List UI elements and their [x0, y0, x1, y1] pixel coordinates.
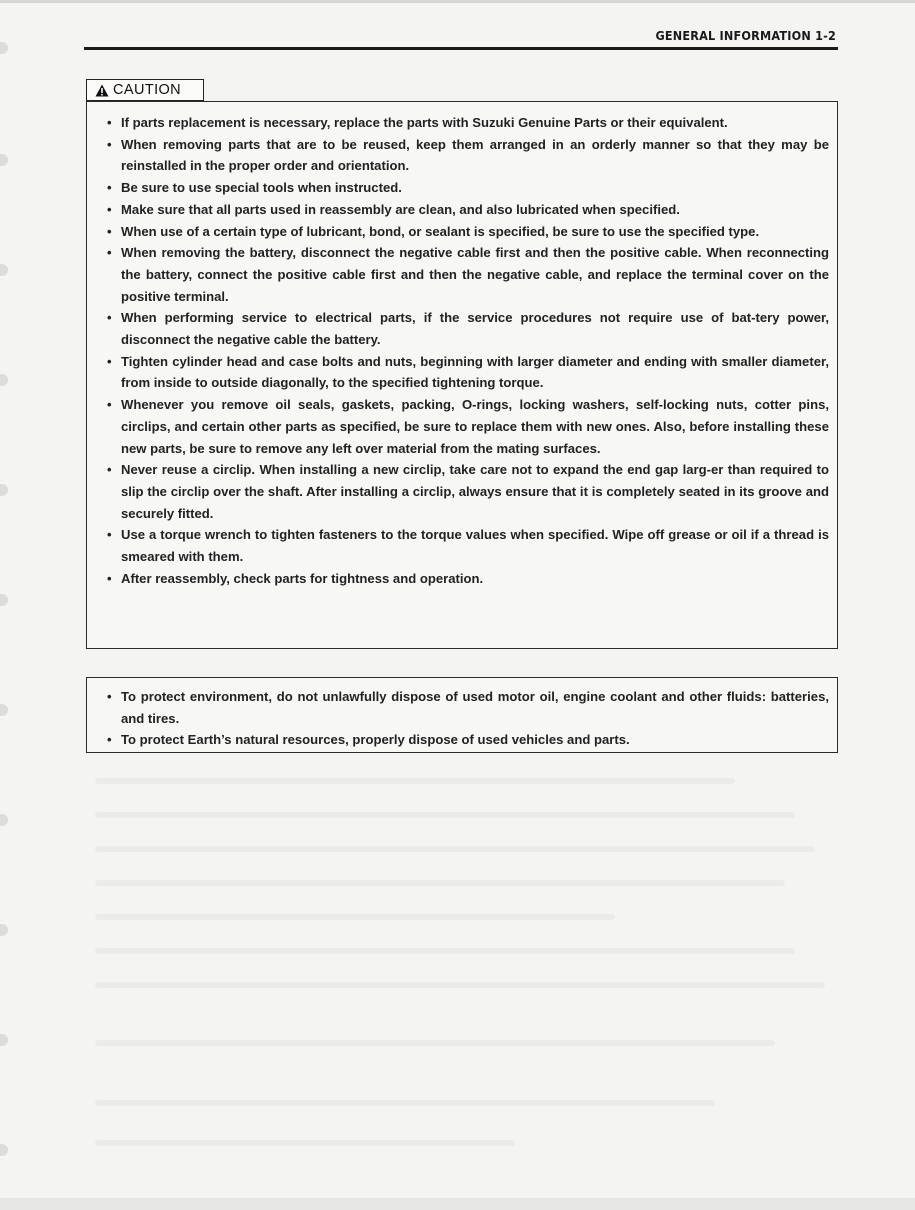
bleed-through-line [95, 846, 815, 852]
header-rule [84, 47, 838, 50]
binder-hole [0, 1034, 8, 1046]
list-item: • To protect environment, do not unlawfully dispose of used motor oil, engine coolant and other fluids: batteries, and tires. [107, 689, 829, 726]
list-item: • When removing parts that are to be reused, keep them arranged in an orderly manner so that they may be reinstalled in the proper order and orientation. [107, 136, 829, 174]
page-bottom-edge [0, 1198, 915, 1210]
binder-hole [0, 154, 8, 166]
list-item: • Be sure to use special tools when instructed. [107, 180, 402, 196]
bleed-through-line [95, 1100, 715, 1106]
list-item: • Whenever you remove oil seals, gaskets, packing, O-rings, locking washers, self-locking nuts, cotter pins, circlips, and certain other parts as specified, be sure to replace them with new ones. Also, before installing these new parts, be sure to remove any left over material from the mating surfaces. [107, 397, 829, 456]
binder-hole [0, 704, 8, 716]
binder-hole [0, 1144, 8, 1156]
page-top-edge [0, 0, 915, 3]
environment-note-box [86, 677, 838, 753]
list-item: • Tighten cylinder head and case bolts and nuts, beginning with larger diameter and ending with smaller diameter, from inside to outside diagonally, to the specified tightening torque. [107, 353, 829, 391]
bleed-through-line [95, 778, 735, 784]
bleed-through-line [95, 1140, 515, 1146]
list-item: • When performing service to electrical parts, if the service procedures not require use of bat-tery power, disconnect the negative cable the battery. [107, 310, 829, 348]
bleed-through-line [95, 880, 785, 886]
environment-list [107, 686, 829, 751]
bleed-through-line [95, 812, 795, 818]
warning-triangle-icon [95, 84, 109, 97]
bleed-through-line [95, 982, 825, 988]
binder-hole [0, 924, 8, 936]
list-item: • To protect Earth’s natural resources, properly dispose of used vehicles and parts. [107, 732, 630, 748]
caution-label [86, 79, 204, 101]
binder-hole [0, 374, 8, 386]
page-header [84, 26, 838, 50]
list-item: • Never reuse a circlip. When installing a new circlip, take care not to expand the end gap larg-er than required to slip the circlip over the shaft. After installing a circlip, always ensure that it is completely seated in its groove and securely fitted. [107, 462, 829, 521]
bleed-through-line [95, 1040, 775, 1046]
binder-hole [0, 594, 8, 606]
caution-box [86, 101, 838, 649]
bleed-through-line [95, 914, 615, 920]
list-item: • If parts replacement is necessary, replace the parts with Suzuki Genuine Parts or their equivalent. [107, 115, 728, 130]
list-item: • After reassembly, check parts for tightness and operation. [107, 570, 484, 586]
binder-hole [0, 42, 8, 54]
binder-hole [0, 484, 8, 496]
caution-label-text: CAUTION [113, 82, 182, 98]
list-item: • Make sure that all parts used in reassembly are clean, and also lubricated when specified. [107, 201, 680, 217]
page-title: GENERAL INFORMATION 1-2 [655, 28, 836, 43]
list-item: • When removing the battery, disconnect the negative cable first and then the positive cable. When reconnecting the battery, connect the positive cable first and then the negative cable, and replace the terminal cover on the positive terminal. [107, 245, 829, 304]
list-item: • When use of a certain type of lubricant, bond, or sealant is specified, be sure to use the specified type. [107, 223, 760, 239]
list-item: • Use a torque wrench to tighten fasteners to the torque values when specified. Wipe off grease or oil if a thread is smeared with them. [107, 527, 829, 565]
caution-list [107, 112, 829, 589]
bleed-through-line [95, 948, 795, 954]
binder-hole [0, 264, 8, 276]
binder-hole [0, 814, 8, 826]
